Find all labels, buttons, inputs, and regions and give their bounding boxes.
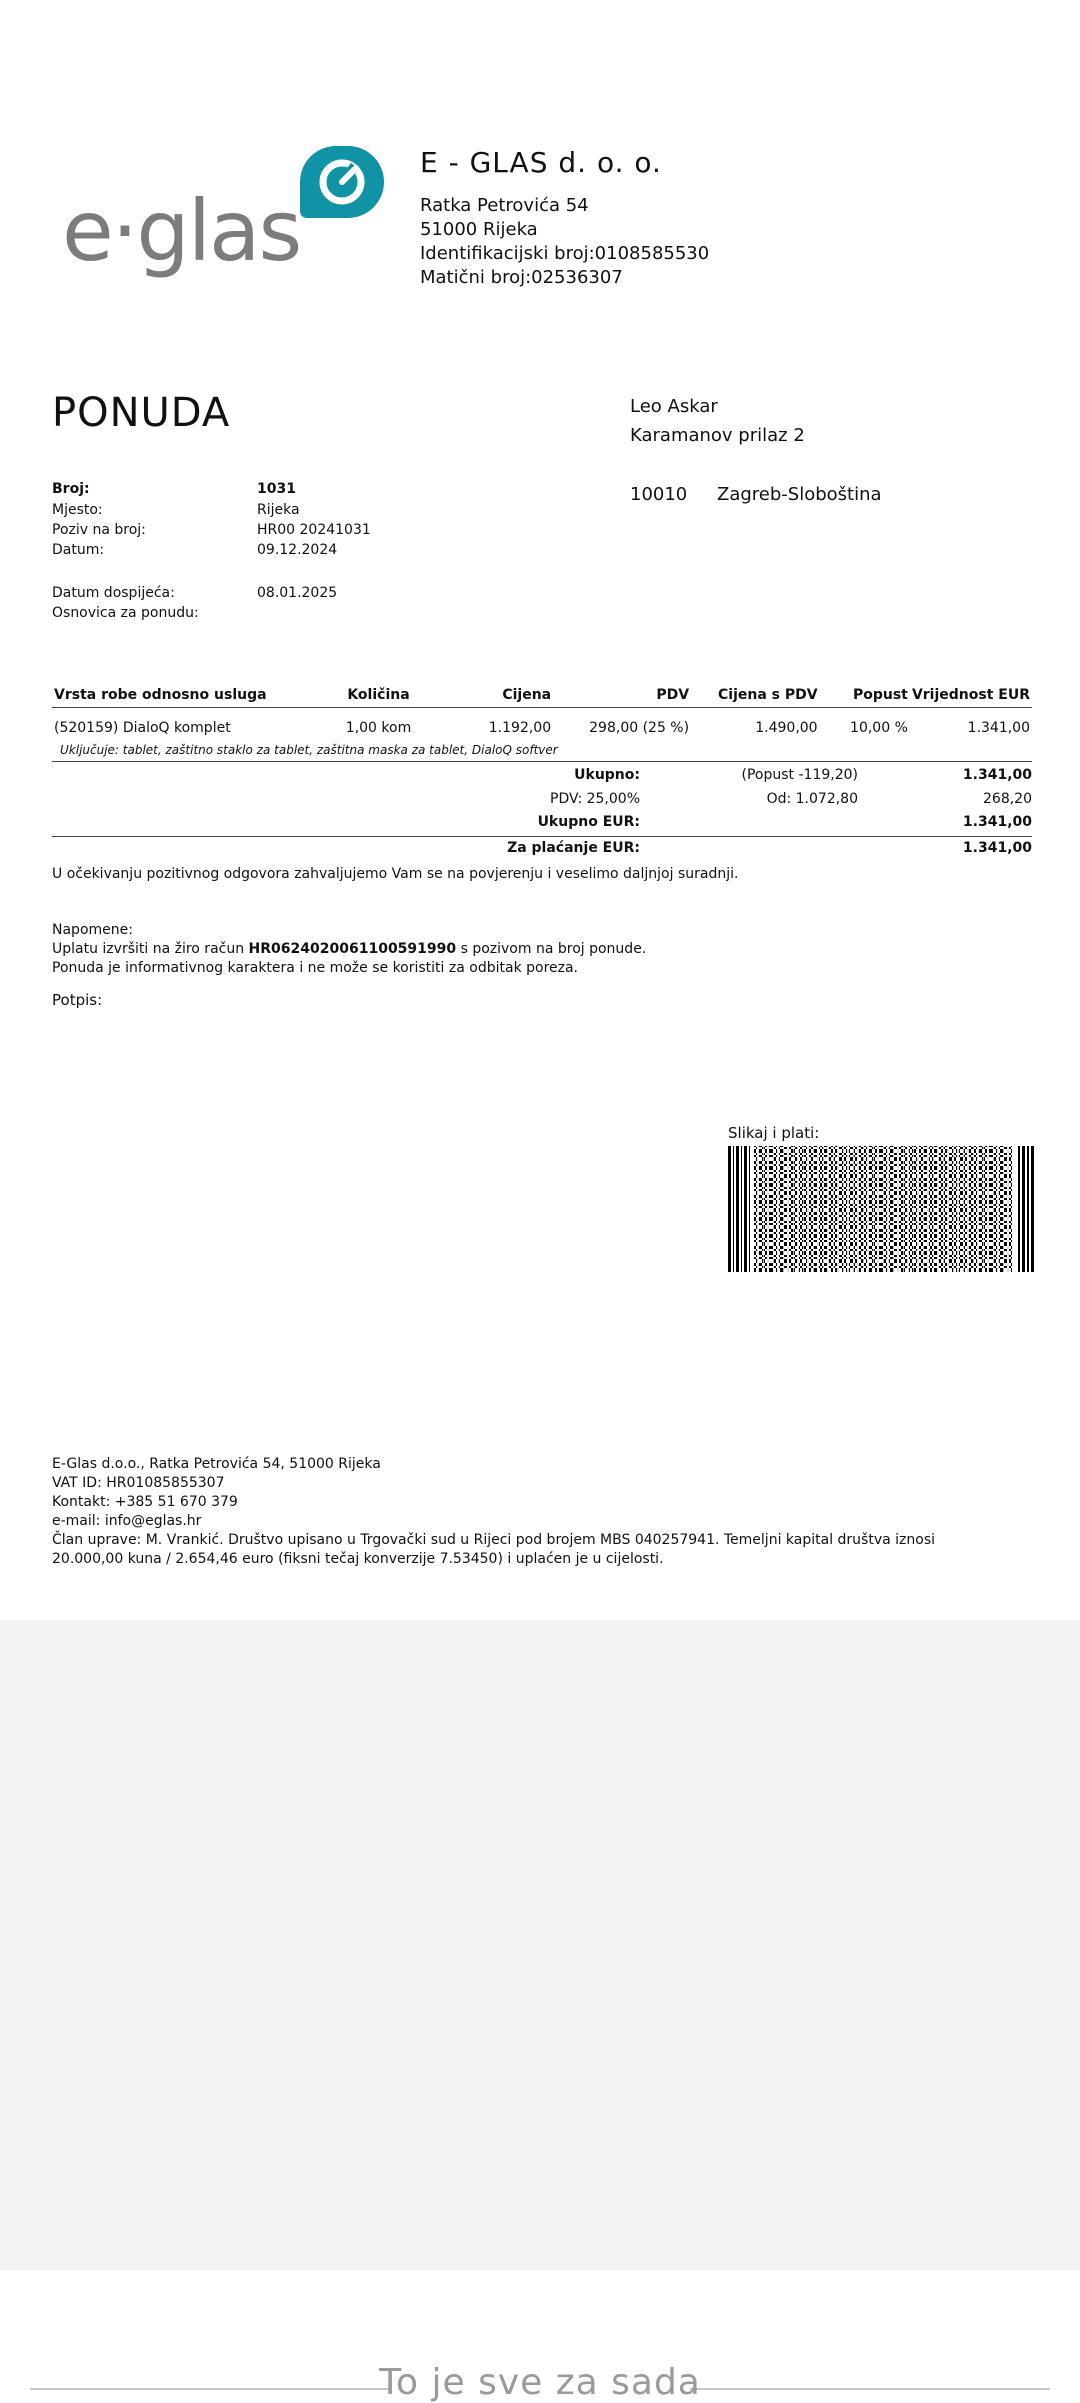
notes-info: Ponuda je informativnog karaktera i ne može se koristiti za odbitak poreza. [52,960,579,976]
signature-label: Potpis: [52,991,103,1009]
notes-payment-prefix: Uplatu izvršiti na žiro račun [52,941,249,957]
pdv-base: Od: 1.072,80 [766,791,858,807]
payment-barcode[interactable] [728,1146,1034,1272]
thanks-text: U očekivanju pozitivnog odgovora zahvaljujemo Vam se na povjerenju i veselimo daljnjoj suradnji. [52,866,739,882]
company-street: Ratka Petrovića 54 [420,195,589,216]
datum-label: Datum: [52,542,105,558]
item-name: (520159) DialoQ komplet [54,720,231,736]
ukupno-discount: (Popust -119,20) [741,767,858,783]
ukupno-eur-label: Ukupno EUR: [537,814,640,830]
client-street: Karamanov prilaz 2 [630,425,805,446]
logo-wordmark: e·glas [62,182,301,280]
barcode-guard [1018,1146,1034,1272]
dospijece-label: Datum dospijeća: [52,585,175,601]
footer-line: E-Glas d.o.o., Ratka Petrovića 54, 51000 Rijeka [52,1456,381,1472]
broj-value: 1031 [257,481,296,497]
document-title: PONUDA [52,390,231,436]
item-price-vat: 1.490,00 [755,720,818,736]
footer-line: Član uprave: M. Vrankić. Društvo upisano u Trgovački sud u Rijeci pod brojem MBS 040257941. Temeljni kapital društva iznosi [52,1532,936,1548]
poziv-label: Poziv na broj: [52,522,146,538]
item-price: 1.192,00 [488,720,552,736]
barcode-label: Slikaj i plati: [728,1124,820,1142]
company-logo [62,142,392,287]
notes-payment-suffix: s pozivom na broj ponude. [456,941,647,957]
col-header: Cijena [419,683,553,708]
client-zip: 10010 [630,484,688,505]
table-row [52,708,1032,739]
col-header: Popust [820,683,910,708]
col-header: Količina [338,683,419,708]
logo-bubble-icon [300,146,384,218]
company-id: Identifikacijski broj:0108585530 [420,243,710,264]
divider [52,836,1032,837]
end-slogan: To je sve za sada [379,2362,701,2403]
item-qty: 1,00 kom [345,720,412,736]
ukupno-eur-value: 1.341,00 [962,814,1032,830]
col-header: Cijena s PDV [691,683,820,708]
item-vat: 298,00 (25 %) [589,720,690,736]
items-table [52,683,1032,738]
ukupno-value: 1.341,00 [962,767,1032,783]
footer-line: VAT ID: HR01085855307 [52,1475,225,1491]
col-header: PDV [553,683,691,708]
company-city: 51000 Rijeka [420,219,538,240]
mjesto-label: Mjesto: [52,502,103,518]
notes-payment [52,941,646,957]
col-header: Vrijednost EUR [910,683,1032,708]
item-note: Uključuje: tablet, zaštitno staklo za tablet, zaštitna maska za tablet, DialoQ softver [60,743,558,757]
placanje-value: 1.341,00 [962,840,1032,856]
barcode-body [754,1146,1012,1272]
ukupno-label: Ukupno: [574,767,640,783]
pdv-label: PDV: 25,00% [550,791,640,807]
company-reg: Matični broj:02536307 [420,267,623,288]
datum-value: 09.12.2024 [257,542,338,558]
placanje-label: Za plaćanje EUR: [507,840,640,856]
mjesto-value: Rijeka [257,502,300,518]
footer-line: Kontakt: +385 51 670 379 [52,1494,238,1510]
item-discount: 10,00 % [850,720,908,736]
osnovica-label: Osnovica za ponudu: [52,605,199,621]
divider [52,761,1032,762]
table-header-row [52,683,1032,708]
empty-area [0,1620,1080,2270]
poziv-value: HR00 20241031 [257,522,371,538]
notes-title: Napomene: [52,922,133,938]
company-name: E - GLAS d. o. o. [420,146,662,179]
footer-line: 20.000,00 kuna / 2.654,46 euro (fiksni tečaj konverzije 7.53450) i uplaćen je u cijelosti. [52,1551,664,1567]
broj-label: Broj: [52,481,90,497]
item-value: 1.341,00 [967,720,1030,736]
client-city: Zagreb-Sloboština [717,484,882,505]
iban: HR0624020061100591990 [248,941,457,957]
footer-line: e-mail: info@eglas.hr [52,1513,202,1529]
dospijece-value: 08.01.2025 [257,585,338,601]
client-name: Leo Askar [630,396,718,417]
barcode-guard [728,1146,750,1272]
pdv-value: 268,20 [983,791,1032,807]
col-header: Vrsta robe odnosno usluga [52,683,338,708]
